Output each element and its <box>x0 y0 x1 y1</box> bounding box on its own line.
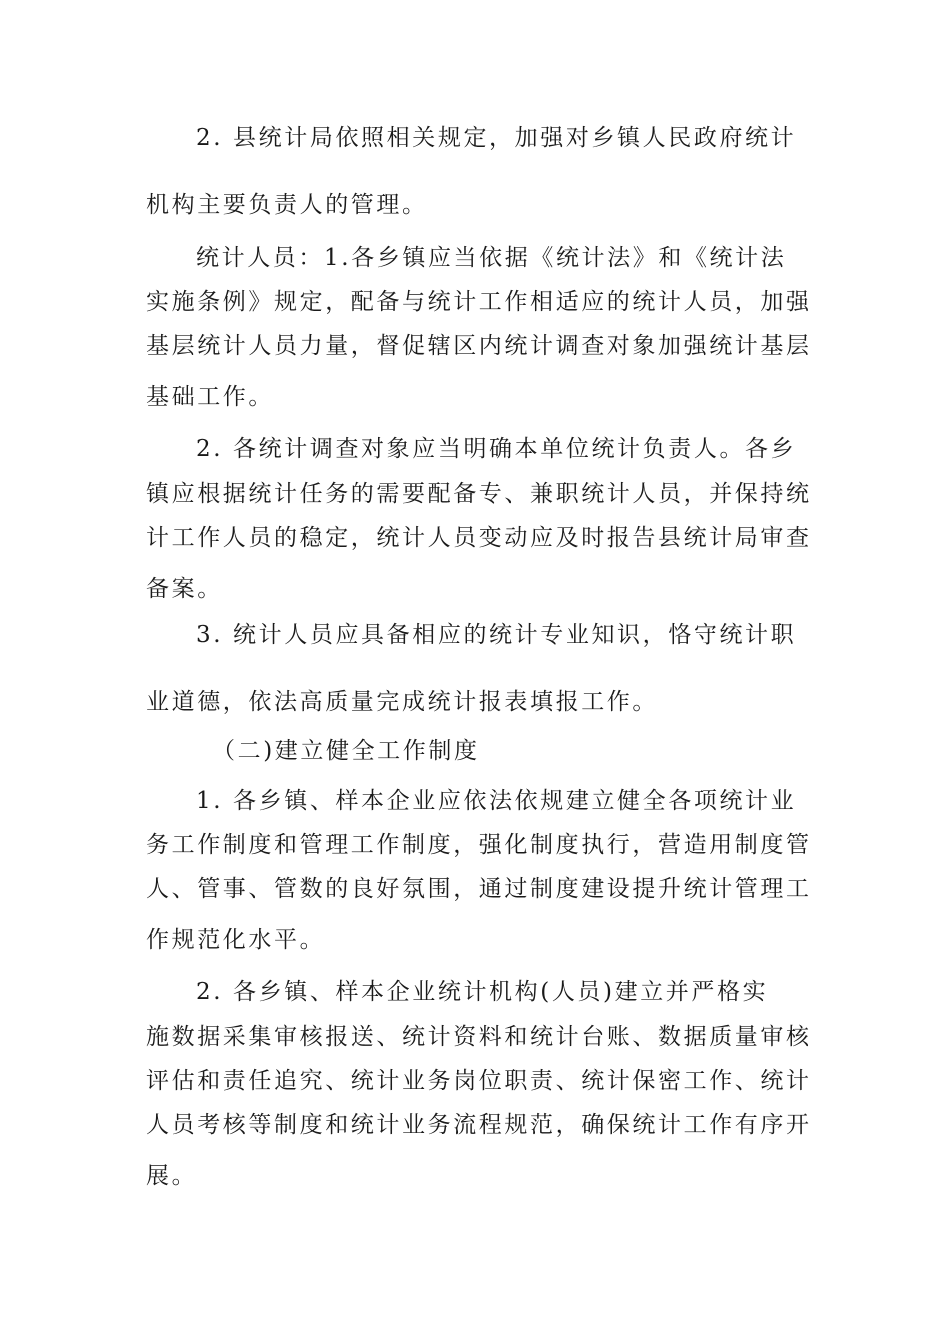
paragraph-line: 施数据采集审核报送、统计资料和统计台账、数据质量审核 <box>146 1024 812 1050</box>
paragraph-line: 计工作人员的稳定，统计人员变动应及时报告县统计局审查 <box>146 525 812 551</box>
paragraph-line: 务工作制度和管理工作制度，强化制度执行，营造用制度管 <box>146 832 812 858</box>
paragraph-line: 统计人员：1.各乡镇应当依据《统计法》和《统计法 <box>196 245 787 271</box>
paragraph-line: 2. 各乡镇、样本企业统计机构(人员)建立并严格实 <box>196 979 769 1005</box>
paragraph-line: 实施条例》规定，配备与统计工作相适应的统计人员，加强 <box>146 289 812 315</box>
paragraph-line: 1. 各乡镇、样本企业应依法依规建立健全各项统计业 <box>196 788 797 814</box>
paragraph-line: 基础工作。 <box>146 384 274 410</box>
paragraph-line: 备案。 <box>146 576 223 602</box>
paragraph-line: 基层统计人员力量，督促辖区内统计调查对象加强统计基层 <box>146 333 812 359</box>
paragraph-line: 展。 <box>146 1163 198 1189</box>
paragraph-line: 业道德，依法高质量完成统计报表填报工作。 <box>146 689 658 715</box>
paragraph-line: 2. 县统计局依照相关规定，加强对乡镇人民政府统计 <box>196 125 797 151</box>
paragraph-line: 作规范化水平。 <box>146 927 326 953</box>
paragraph-line: 评估和责任追究、统计业务岗位职责、统计保密工作、统计 <box>146 1068 812 1094</box>
paragraph-line: 机构主要负责人的管理。 <box>146 192 428 218</box>
paragraph-line: 人、管事、管数的良好氛围，通过制度建设提升统计管理工 <box>146 876 812 902</box>
paragraph-line: 2. 各统计调查对象应当明确本单位统计负责人。各乡 <box>196 436 797 462</box>
paragraph-line: 3. 统计人员应具备相应的统计专业知识，恪守统计职 <box>196 622 797 648</box>
paragraph-line: 镇应根据统计任务的需要配备专、兼职统计人员，并保持统 <box>146 481 812 507</box>
section-heading: （二)建立健全工作制度 <box>212 738 480 764</box>
paragraph-line: 人员考核等制度和统计业务流程规范，确保统计工作有序开 <box>146 1112 812 1138</box>
